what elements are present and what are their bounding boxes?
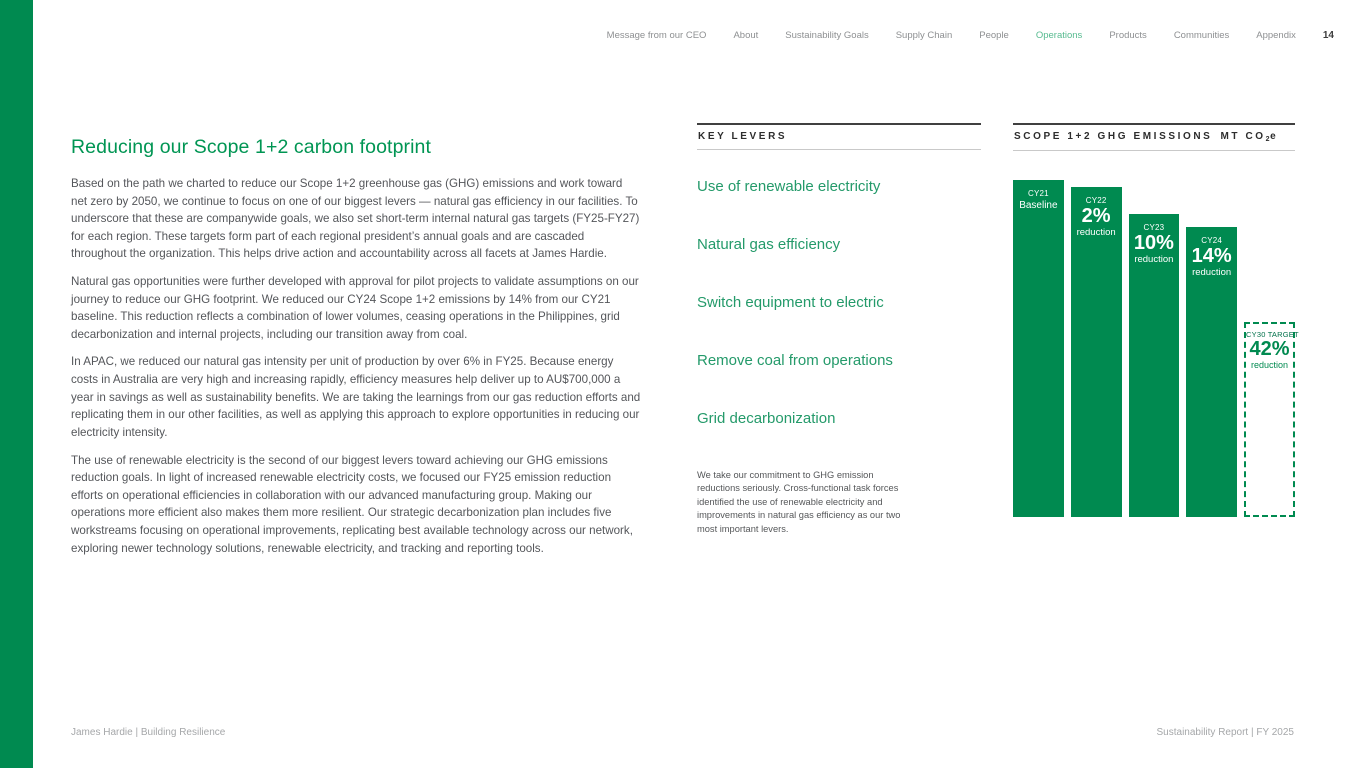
- bar-sub-label: reduction: [1076, 227, 1116, 238]
- nav-item-message-from-our-ceo[interactable]: Message from our CEO: [606, 30, 707, 41]
- bar-cy23: [1129, 214, 1180, 517]
- chart-unit: MT $CO_2e$: [1220, 131, 1279, 143]
- bar-year-label: CY22: [1085, 196, 1107, 205]
- bar-chart: [1013, 151, 1299, 517]
- emissions-chart-column: [1013, 123, 1299, 517]
- lever-item-renewable-electricity: Use of renewable electricity: [697, 178, 881, 195]
- key-levers-list: [697, 179, 981, 426]
- bar-value-label: 10%: [1133, 232, 1174, 254]
- bar-value-label: 2%: [1081, 205, 1111, 227]
- lever-item-switch-to-electric: Switch equipment to electric: [697, 294, 884, 311]
- nav-item-people[interactable]: People: [979, 30, 1009, 41]
- chart-title: [1013, 123, 1295, 151]
- top-navigation: [607, 30, 1334, 41]
- bar-cy24: [1186, 227, 1237, 517]
- brand-stripe: [0, 0, 33, 768]
- bar-cy22: [1071, 187, 1122, 517]
- bar-value-label: 42%: [1249, 338, 1290, 360]
- bar-cy21-baseline: [1013, 180, 1064, 517]
- page-title: Reducing our Scope 1+2 carbon footprint: [71, 136, 432, 158]
- bar-sub-label: reduction: [1192, 267, 1232, 278]
- nav-item-sustainability-goals[interactable]: Sustainability Goals: [785, 30, 869, 41]
- bar-year-label: CY23: [1143, 223, 1165, 232]
- bar-sub-label: Baseline: [1019, 200, 1058, 211]
- bar-cy30-target: [1244, 322, 1299, 517]
- nav-item-about[interactable]: About: [733, 30, 759, 41]
- nav-item-communities[interactable]: Communities: [1173, 30, 1230, 41]
- lever-item-remove-coal: Remove coal from operations: [697, 352, 893, 369]
- bar-year-label: CY21: [1027, 189, 1049, 198]
- bar-sub-label: reduction: [1250, 360, 1289, 370]
- body-paragraph: The use of renewable electricity is the second of our biggest levers toward achieving our GHG emissions reduction goals. In light of increased renewable electricity costs, we focused our FY25 emission reduction efforts on operational efficiencies in collaboration with our advanced manufacturing group. Making our operations more efficient also makes them more resilient. Our strategic decarbonization plan includes five workstreams focusing on operational improvements, replicating best available technology across our network, exploring newer technology solutions, renewable electricity, and tracking and reporting tools.: [71, 453, 633, 555]
- key-levers-note: We take our commitment to GHG emission reductions seriously. Cross-functional task forces identified the use of renewable electricity and improvements in natural gas efficiency as our two most important levers.: [697, 470, 901, 534]
- nav-item-products[interactable]: Products: [1109, 30, 1147, 41]
- key-levers-heading: KEY LEVERS: [697, 123, 981, 150]
- body-paragraph: Based on the path we charted to reduce our Scope 1+2 greenhouse gas (GHG) emissions and work toward net zero by 2050, we continue to focus on one of our biggest levers — natural gas efficiency in our facilities. To underscore that these are companywide goals, we also set short-term internal natural gas targets (FY25-FY27) for each region. These targets form part of each regional president’s annual goals and are cascaded throughout the organization. This helps drive action and accountability across all facets at James Hardie.: [71, 177, 640, 261]
- nav-item-operations[interactable]: Operations: [1035, 30, 1083, 41]
- footer-report-text: Sustainability Report | FY 2025: [1156, 727, 1294, 738]
- page-number: 14: [1322, 30, 1334, 41]
- lever-item-grid-decarbonization: Grid decarbonization: [697, 410, 836, 427]
- bar-value-label: 14%: [1191, 245, 1232, 267]
- chart-title-text: SCOPE 1+2 GHG EMISSIONS: [1014, 131, 1213, 142]
- lever-item-natural-gas-efficiency: Natural gas efficiency: [697, 236, 841, 253]
- article-column: [71, 136, 641, 567]
- key-levers-column: [697, 123, 981, 536]
- bar-year-label: CY30 TARGET: [1246, 330, 1299, 339]
- nav-item-supply-chain[interactable]: Supply Chain: [895, 30, 953, 41]
- footer-brand-text: James Hardie | Building Resilience: [71, 727, 226, 738]
- bar-year-label: CY24: [1201, 236, 1223, 245]
- body-paragraph: In APAC, we reduced our natural gas intensity per unit of production by over 6% in FY25. Because energy costs in Australia are very high and increasing rapidly, efficiency measures help deliver up to AU$700,000 a year in savings as well as sustainability benefits. We are taking the learnings from our gas reduction efforts and replicating them in our other facilities, as well as applying this approach to explore opportunities in reducing our electricity intensity.: [71, 355, 641, 439]
- bar-sub-label: reduction: [1134, 254, 1174, 265]
- nav-item-appendix[interactable]: Appendix: [1256, 30, 1296, 41]
- body-paragraph: Natural gas opportunities were further developed with approval for pilot projects to validate assumptions on our journey to reduce our GHG footprint. We reduced our CY24 Scope 1+2 emissions by 14% from our CY21 baseline. This reduction reflects a combination of lower volumes, ceasing operations in the Philippines, grid decarbonization and internal projects, including our transition away from coal.: [71, 275, 639, 341]
